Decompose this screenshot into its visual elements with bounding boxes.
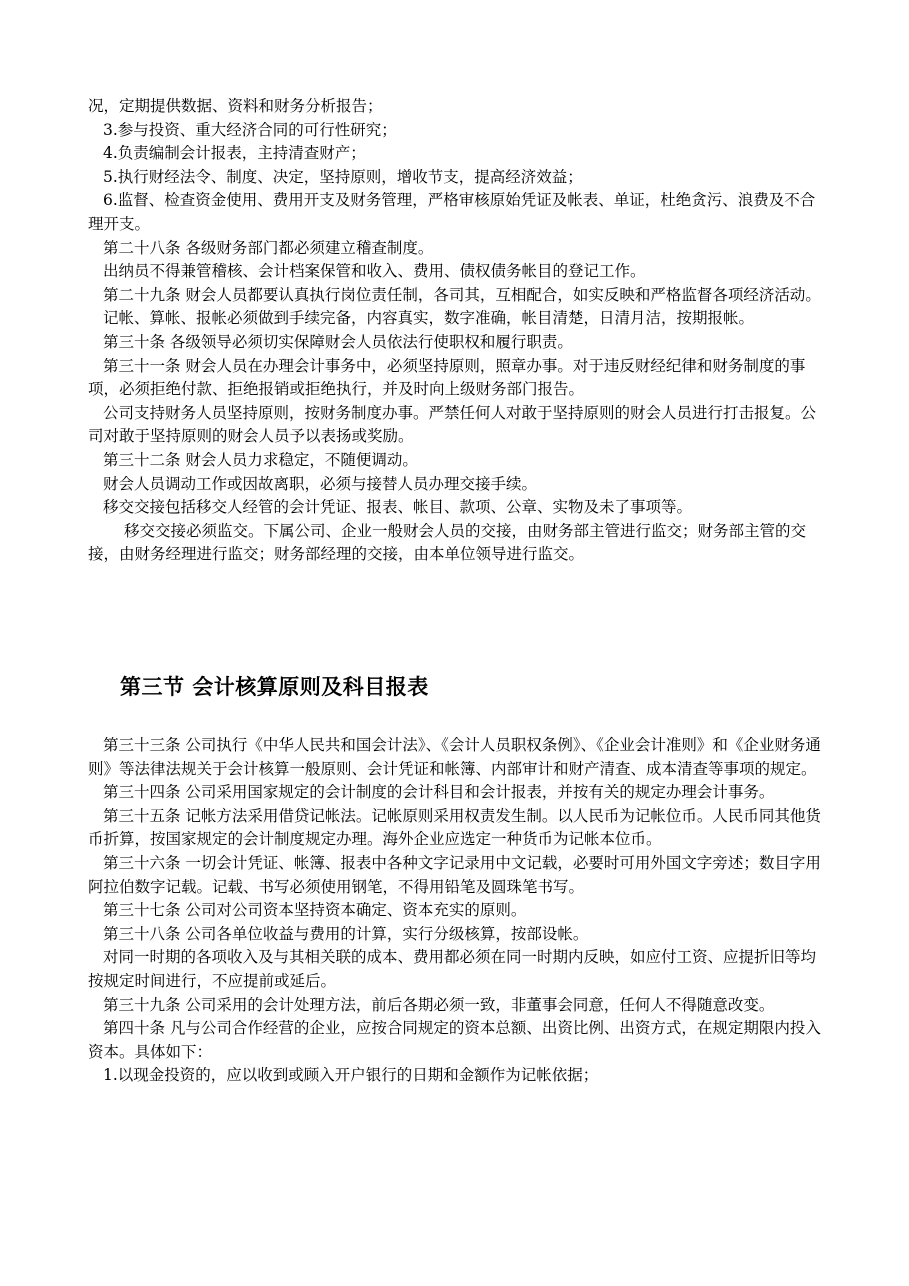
section-2-body	[88, 734, 830, 1088]
paragraph: 记帐、算帐、报帐必须做到手续完备，内容真实，数字准确，帐目清楚，日清月洁，按期报帐。	[103, 309, 755, 328]
paragraph: 5.执行财经法令、制度、决定，坚持原则，增收节支，提高经济效益；	[103, 167, 583, 186]
paragraph: 第三十八条 公司各单位收益与费用的计算，实行分级核算，按部设帐。	[103, 924, 589, 943]
paragraph: 移交交接包括移交人经管的会计凭证、报表、帐目、款项、公章、实物及未了事项等。	[103, 498, 693, 517]
paragraph: 第三十七条 公司对公司资本坚持资本确定、资本充实的原则。	[103, 901, 527, 920]
paragraph: 对同一时期的各项收入及与其相关联的成本、费用都必须在同一时期内反映，如应付工资、应提折旧等均按规定时间进行，不应提前或延后。	[88, 948, 817, 990]
paragraph: 第四十条 凡与公司合作经营的企业，应按合同规定的资本总额、出资比例、出资方式，在规定期限内投入资本。具体如下：	[88, 1019, 821, 1061]
paragraph: 移交交接必须监交。下属公司、企业一般财会人员的交接，由财务部主管进行监交；财务部主管的交接，由财务经理进行监交；财务部经理的交接，由本单位领导进行监交。	[88, 521, 807, 564]
paragraph: 第三十条 各级领导必须切实保障财会人员依法行使职权和履行职责。	[103, 332, 573, 351]
paragraph: 4.负责编制会计报表，主持清查财产；	[103, 144, 366, 163]
paragraph: 况，定期提供数据、资料和财务分析报告；	[88, 97, 383, 115]
paragraph: 6.监督、检查资金使用、费用开支及财务管理，严格审核原始凭证及帐表、单证，杜绝贪污、浪费及不合理开支。	[88, 191, 816, 233]
paragraph: 第三十一条 财会人员在办理会计事务中，必须坚持原则，照章办事。对于违反财经纪律和财务制度的事项，必须拒绝付款、拒绝报销或拒绝执行，并及时向上级财务部门报告。	[88, 356, 806, 399]
paragraph: 第三十三条 公司执行《中华人民共和国会计法》、《会计人员职权条例》、《企业会计准则》和《企业财务通则》等法律法规关于会计核算一般原则、会计凭证和帐簿、内部审计和财产清查、成本清查等事项的规定。	[88, 736, 821, 778]
paragraph: 第三十九条 公司采用的会计处理方法，前后各期必须一致，非董事会同意，任何人不得随意改变。	[103, 995, 775, 1014]
paragraph: 第三十五条 记帐方法采用借贷记帐法。记帐原则采用权责发生制。以人民币为记帐位币。人民币同其他货币折算，按国家规定的会计制度规定办理。海外企业应选定一种货币为记帐本位币。	[88, 806, 821, 849]
paragraph: 出纳员不得兼管稽核、会计档案保管和收入、费用、债权债务帐目的登记工作。	[103, 262, 646, 281]
paragraph: 第二十九条 财会人员都要认真执行岗位责任制，各司其，互相配合，如实反映和严格监督各项经济活动。	[103, 285, 821, 304]
paragraph: 第三十六条 一切会计凭证、帐簿、报表中各种文字记录用中文记载，必要时可用外国文字旁述；数目字用阿拉伯数字记载。记载、书写必须使用钢笔，不得用铅笔及圆珠笔书写。	[88, 853, 821, 896]
paragraph: 第三十二条 财会人员力求稳定，不随便调动。	[103, 450, 418, 469]
paragraph: 公司支持财务人员坚持原则，按财务制度办事。严禁任何人对敢于坚持原则的财会人员进行打击报复。公司对敢于坚持原则的财会人员予以表扬或奖励。	[88, 403, 817, 446]
paragraph: 第三十四条 公司采用国家规定的会计制度的会计科目和会计报表，并按有关的规定办理会计事务。	[103, 783, 775, 802]
paragraph: 1.以现金投资的，应以收到或顾入开户银行的日期和金额作为记帐依据；	[103, 1066, 599, 1085]
section-1-body	[88, 95, 830, 567]
paragraph: 财会人员调动工作或因故离职，必须与接替人员办理交接手续。	[103, 474, 538, 493]
paragraph: 第二十八条 各级财务部门都必须建立稽查制度。	[103, 238, 434, 257]
section-title: 第三节 会计核算原则及科目报表	[120, 675, 429, 699]
paragraph: 3.参与投资、重大经济合同的可行性研究；	[103, 120, 397, 139]
